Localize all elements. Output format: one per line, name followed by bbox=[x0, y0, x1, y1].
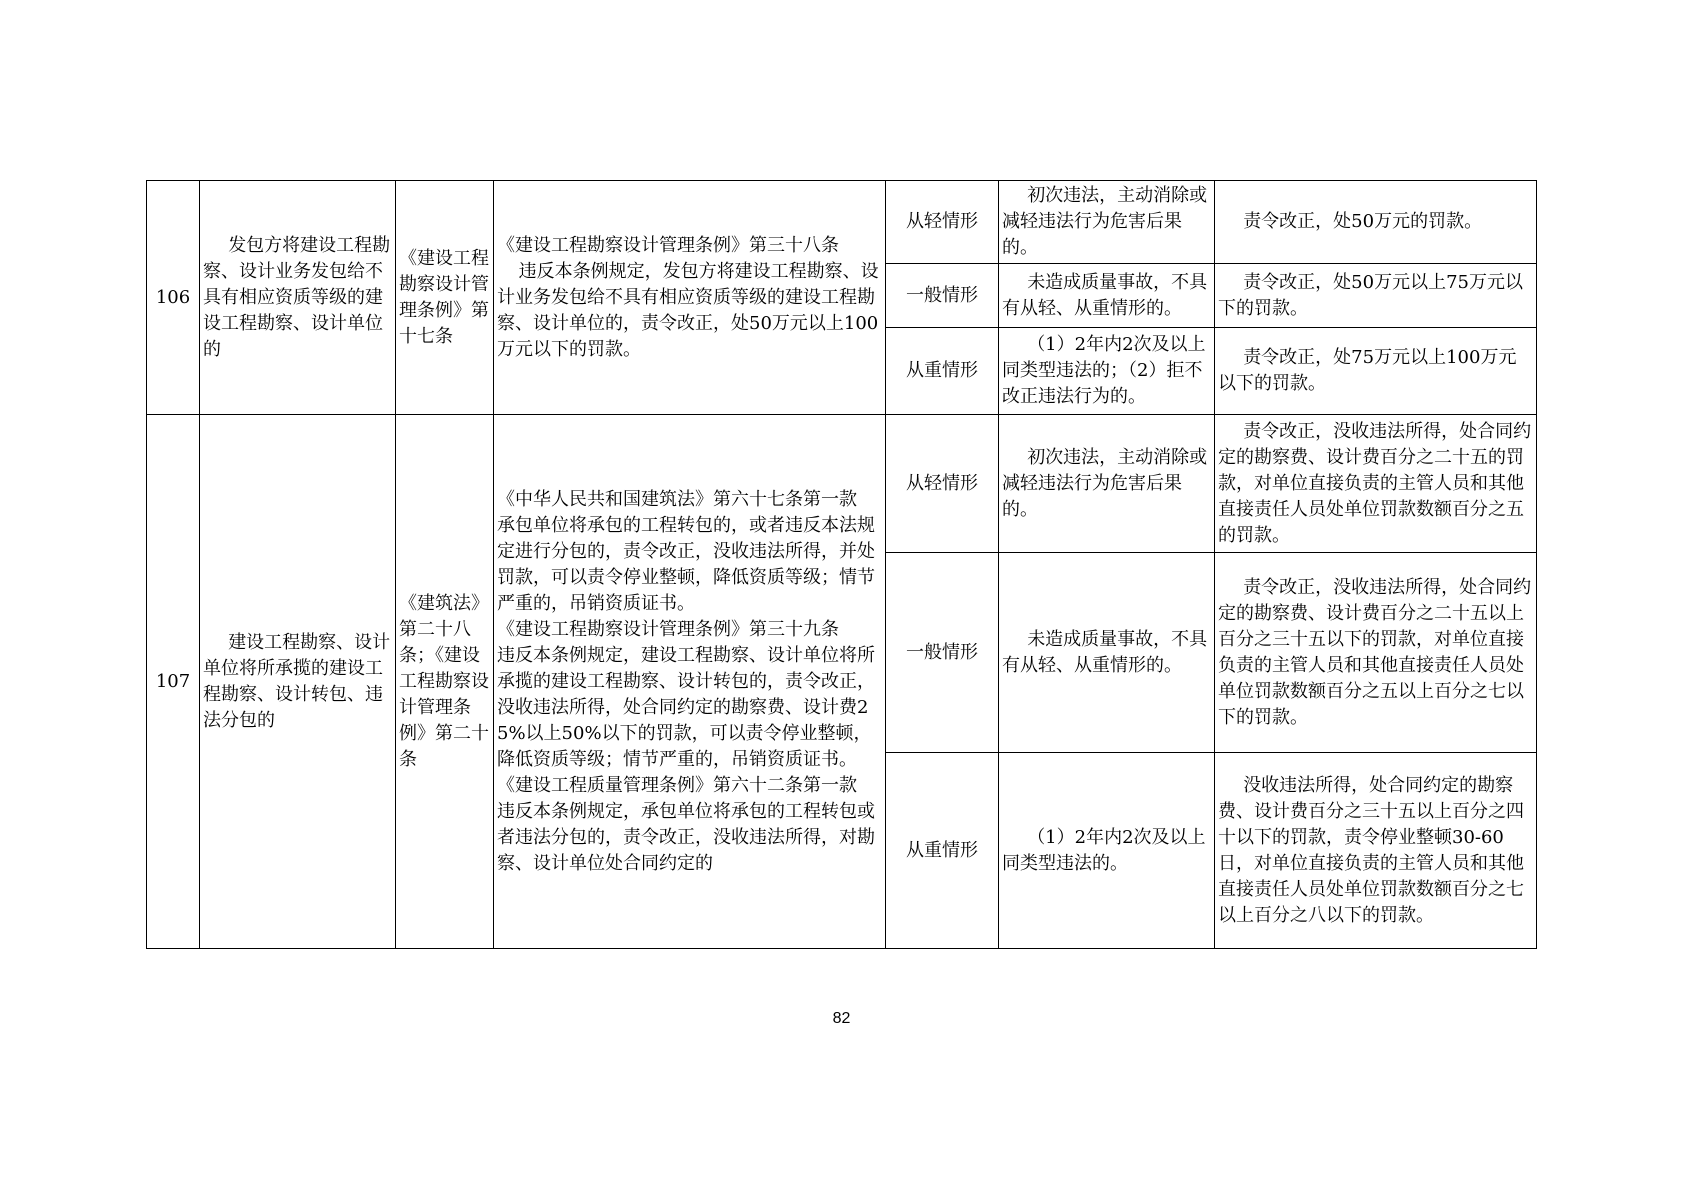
provision-title: 《建设工程勘察设计管理条例》第三十九条 bbox=[497, 618, 839, 640]
provision-title: 《建设工程质量管理条例》第六十二条第一款 bbox=[497, 774, 857, 796]
situation-condition: 未造成质量事故，不具有从轻、从重情形的。 bbox=[999, 264, 1215, 328]
penalty-standard: 责令改正，没收违法所得，处合同约定的勘察费、设计费百分之二十五的罚款，对单位直接负责的主管人员和其他直接责任人员处单位罚款数额百分之五的罚款。 bbox=[1215, 415, 1537, 553]
row-number: 106 bbox=[147, 181, 200, 415]
penalty-standard: 责令改正，处75万元以上100万元以下的罚款。 bbox=[1215, 328, 1537, 415]
table-row bbox=[147, 181, 1537, 264]
situation-condition: 初次违法，主动消除或减轻违法行为危害后果的。 bbox=[999, 415, 1215, 553]
situation-condition: （1）2年内2次及以上同类型违法的。 bbox=[999, 753, 1215, 949]
situation-label: 从重情形 bbox=[886, 753, 999, 949]
provision-text: 承包单位将承包的工程转包的，或者违反本法规定进行分包的，责令改正，没收违法所得，并处罚款，可以责令停业整顿，降低资质等级；情节严重的，吊销资质证书。 bbox=[497, 514, 875, 614]
provision-title: 《中华人民共和国建筑法》第六十七条第一款 bbox=[497, 488, 857, 510]
situation-condition: （1）2年内2次及以上同类型违法的；（2）拒不改正违法行为的。 bbox=[999, 328, 1215, 415]
penalty-provisions bbox=[494, 415, 886, 949]
provision-text: 违反本条例规定，建设工程勘察、设计单位将所承揽的建设工程勘察、设计转包的，责令改正，没收违法所得，处合同约定的勘察费、设计费25%以上50%以下的罚款，可以责令停业整顿，降低资质等级；情节严重的，吊销资质证书。 bbox=[497, 644, 875, 770]
penalty-standard: 没收违法所得，处合同约定的勘察费、设计费百分之三十五以上百分之四十以下的罚款，责令停业整顿30-60日，对单位直接负责的主管人员和其他直接责任人员处单位罚款数额百分之七以上百分之八以下的罚款。 bbox=[1215, 753, 1537, 949]
penalty-provisions bbox=[494, 181, 886, 415]
row-number: 107 bbox=[147, 415, 200, 949]
penalty-standard: 责令改正，处50万元的罚款。 bbox=[1215, 181, 1537, 264]
provision-title: 《建设工程勘察设计管理条例》第三十八条 bbox=[497, 234, 839, 256]
penalty-standards-table bbox=[146, 180, 1537, 949]
page-number: 82 bbox=[832, 1010, 851, 1027]
violation-item: 发包方将建设工程勘察、设计业务发包给不具有相应资质等级的建设工程勘察、设计单位的 bbox=[200, 181, 396, 415]
violation-item: 建设工程勘察、设计单位将所承揽的建设工程勘察、设计转包、违法分包的 bbox=[200, 415, 396, 949]
legal-basis: 《建筑法》第二十八条；《建设工程勘察设计管理条例》第二十条 bbox=[396, 415, 494, 949]
situation-label: 一般情形 bbox=[886, 264, 999, 328]
legal-basis: 《建设工程勘察设计管理条例》第十七条 bbox=[396, 181, 494, 415]
situation-label: 从重情形 bbox=[886, 328, 999, 415]
penalty-standard: 责令改正，处50万元以上75万元以下的罚款。 bbox=[1215, 264, 1537, 328]
situation-condition: 未造成质量事故，不具有从轻、从重情形的。 bbox=[999, 553, 1215, 753]
table-row bbox=[147, 415, 1537, 553]
situation-label: 一般情形 bbox=[886, 553, 999, 753]
provision-text: 违反本条例规定，发包方将建设工程勘察、设计业务发包给不具有相应资质等级的建设工程勘察、设计单位的，责令改正，处50万元以上100万元以下的罚款。 bbox=[497, 260, 879, 360]
penalty-standard: 责令改正，没收违法所得，处合同约定的勘察费、设计费百分之二十五以上百分之三十五以下的罚款，对单位直接负责的主管人员和其他直接责任人员处单位罚款数额百分之五以上百分之七以下的罚款。 bbox=[1215, 553, 1537, 753]
situation-label: 从轻情形 bbox=[886, 181, 999, 264]
situation-condition: 初次违法，主动消除或减轻违法行为危害后果的。 bbox=[999, 181, 1215, 264]
provision-text: 违反本条例规定，承包单位将承包的工程转包或者违法分包的，责令改正，没收违法所得，对勘察、设计单位处合同约定的 bbox=[497, 800, 875, 874]
situation-label: 从轻情形 bbox=[886, 415, 999, 553]
